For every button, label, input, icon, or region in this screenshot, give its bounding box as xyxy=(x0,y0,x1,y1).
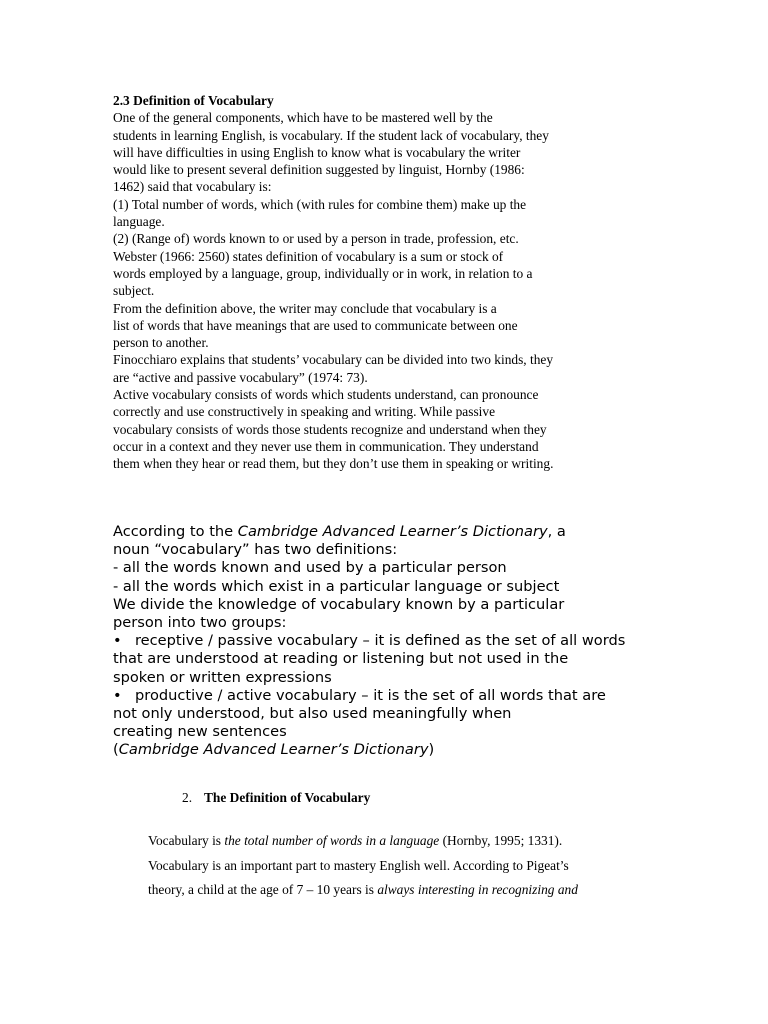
emphasis-text: always interesting in recognizing and xyxy=(377,882,578,897)
body-line: occur in a context and they never use them in communication. They understand xyxy=(113,438,539,454)
heading-title: The Definition of Vocabulary xyxy=(204,790,371,805)
citation-close: ) xyxy=(428,741,435,759)
bullet-icon: • xyxy=(113,632,122,650)
body-line: person to another. xyxy=(113,335,209,351)
body-line: that are understood at reading or listening but not used in the xyxy=(113,650,569,668)
bullet-text: receptive / passive vocabulary – it is defined as the set of all words xyxy=(135,632,626,650)
body-line: We divide the knowledge of vocabulary known by a particular xyxy=(113,595,565,613)
heading-number: 2. xyxy=(182,790,193,805)
body-line: Vocabulary is an important part to mastery English well. According to Pigeat’s xyxy=(148,857,569,873)
citation-source: Cambridge Advanced Learner’s Dictionary xyxy=(118,741,429,759)
body-line: (1) Total number of words, which (with rules for combine them) make up the xyxy=(113,196,527,212)
intro-prefix: According to the xyxy=(113,523,238,540)
body-line xyxy=(148,881,648,898)
body-line: (2) (Range of) words known to or used by a person in trade, profession, etc. xyxy=(113,231,519,247)
citation-open: ( xyxy=(113,741,119,759)
body-line: spoken or written expressions xyxy=(113,668,332,686)
body-line: would like to present several definition suggested by linguist, Hornby (1986: xyxy=(113,162,525,178)
bullet-text: productive / active vocabulary – it is the set of all words that are xyxy=(135,686,606,704)
body-line: words employed by a language, group, individually or in work, in relation to a xyxy=(113,265,533,281)
body-line: vocabulary consists of words those students recognize and understand when they xyxy=(113,421,547,437)
body-line: Webster (1966: 2560) states definition of vocabulary is a sum or stock of xyxy=(113,248,504,264)
body-line: Active vocabulary consists of words which students understand, can pronounce xyxy=(113,387,539,403)
text-run: (Hornby, 1995; 1331). xyxy=(439,833,563,848)
body-line: them when they hear or read them, but they don’t use them in speaking or writing. xyxy=(113,456,554,472)
section-body xyxy=(148,832,648,906)
dictionary-title: Cambridge Advanced Learner’s Dictionary xyxy=(237,523,548,540)
text-run: theory, a child at the age of 7 – 10 years is xyxy=(148,882,378,897)
emphasis-text: the total number of words in a language xyxy=(224,833,440,848)
body-line: noun “vocabulary” has two definitions: xyxy=(113,541,398,559)
body-line: Finocchiaro explains that students’ vocabulary can be divided into two kinds, they xyxy=(113,352,554,368)
body-line: One of the general components, which have to be mastered well by the xyxy=(113,110,493,126)
body-line: students in learning English, is vocabulary. If the student lack of vocabulary, they xyxy=(113,127,549,143)
intro-line xyxy=(113,523,653,541)
body-line: From the definition above, the writer may conclude that vocabulary is a xyxy=(113,300,497,316)
body-line xyxy=(148,832,648,849)
body-line: list of words that have meanings that are used to communicate between one xyxy=(113,317,518,333)
bullet-icon: • xyxy=(113,686,122,704)
body-line: correctly and use constructively in speaking and writing. While passive xyxy=(113,404,496,420)
section-heading-numbered xyxy=(182,790,370,806)
citation-line xyxy=(113,741,653,759)
body-line: not only understood, but also used meaningfully when xyxy=(113,705,512,723)
body-line: subject. xyxy=(113,283,155,299)
body-line: language. xyxy=(113,214,165,230)
text-run: Vocabulary is xyxy=(148,833,225,848)
bullet-item-receptive xyxy=(113,632,653,650)
body-line: will have difficulties in using English to know what is vocabulary the writer xyxy=(113,144,521,160)
section-heading: 2.3 Definition of Vocabulary xyxy=(113,93,274,108)
bullet-item-productive xyxy=(113,687,653,705)
section-cambridge-definition xyxy=(113,523,653,760)
definition-item: - all the words known and used by a particular person xyxy=(113,559,507,577)
intro-suffix: , a xyxy=(547,523,566,540)
definition-item: - all the words which exist in a particular language or subject xyxy=(113,577,560,595)
body-line: are “active and passive vocabulary” (1974: 73). xyxy=(113,369,368,385)
body-line: 1462) said that vocabulary is: xyxy=(113,179,272,195)
body-line: person into two groups: xyxy=(113,614,287,632)
section-definition-vocabulary xyxy=(113,92,633,473)
body-line: creating new sentences xyxy=(113,723,287,741)
